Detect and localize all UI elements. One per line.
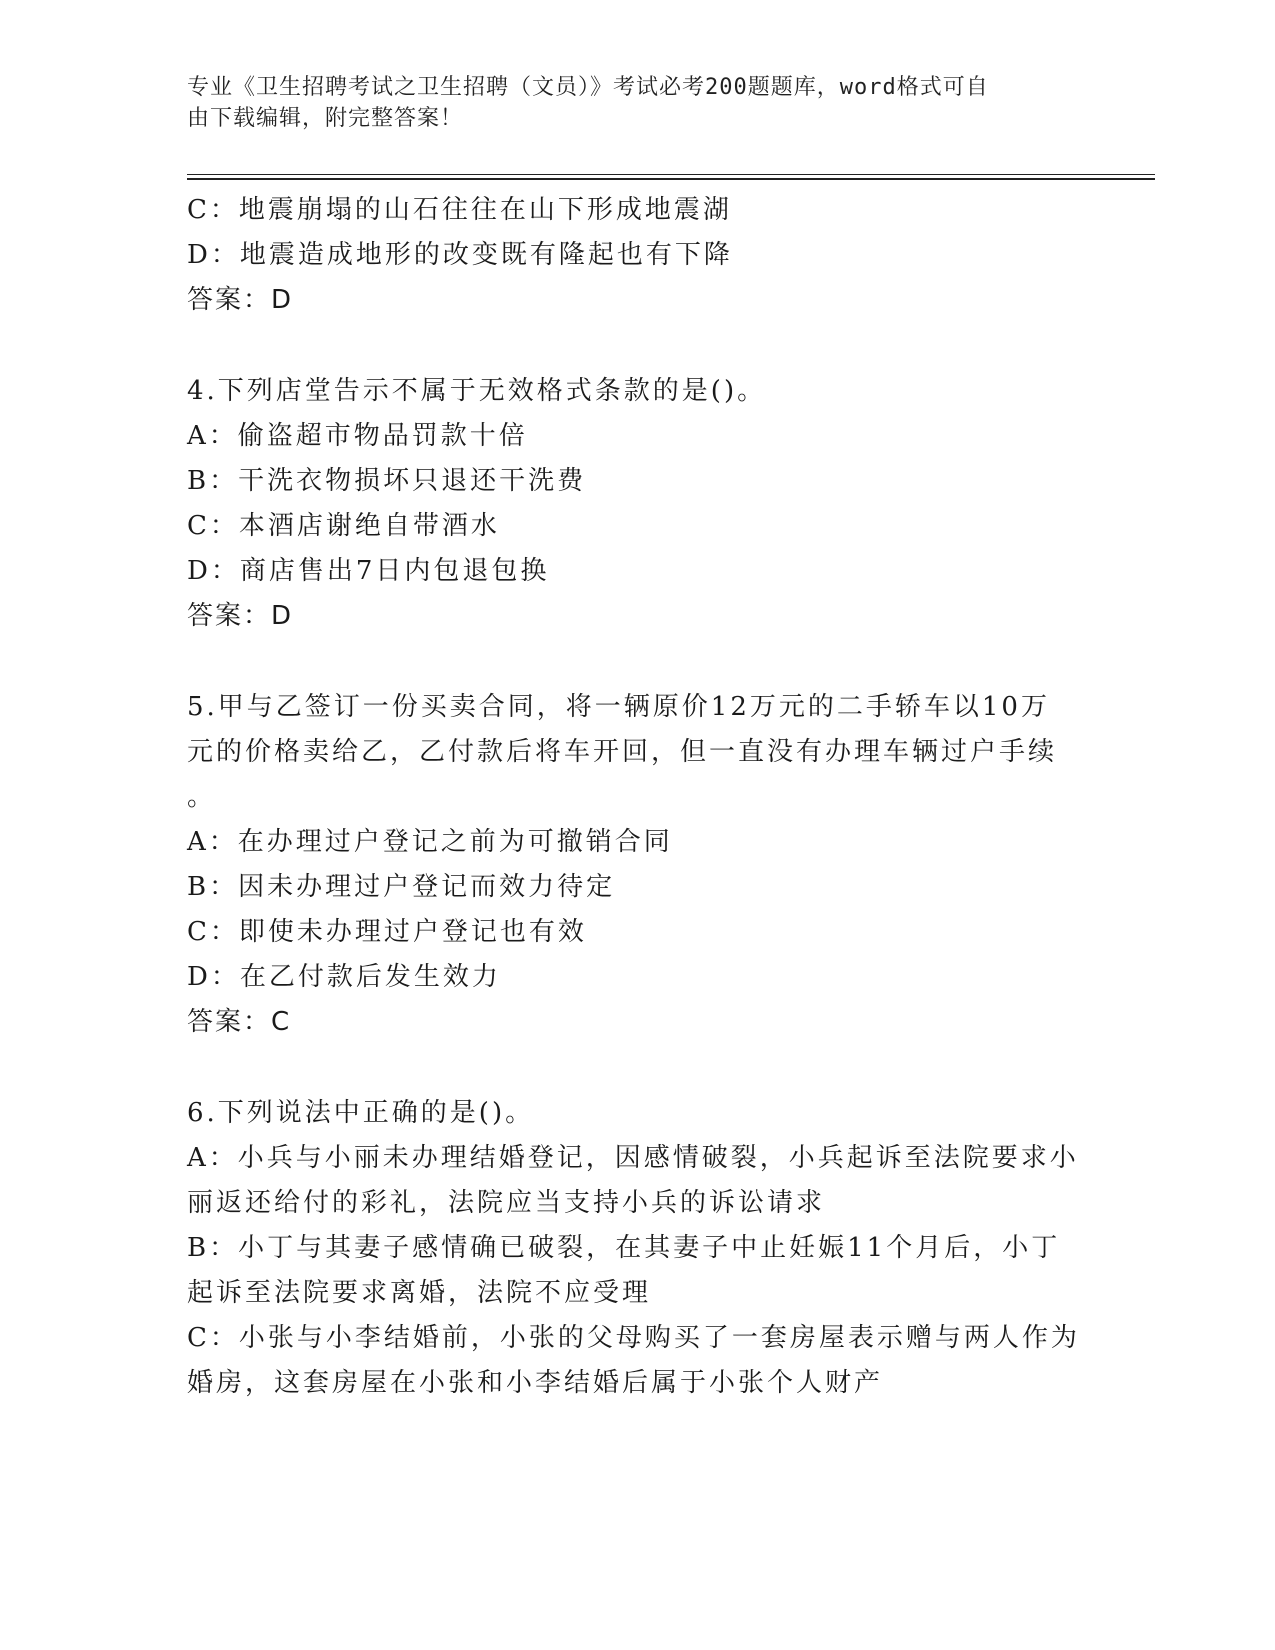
question-4-block <box>187 369 1087 639</box>
q4-option-c: C：本酒店谢绝自带酒水 <box>187 511 500 541</box>
q3-answer: 答案：D <box>187 285 294 315</box>
q5-option-c: C：即使未办理过户登记也有效 <box>187 917 587 947</box>
document-header <box>187 72 1067 134</box>
question-3-block <box>187 188 1087 323</box>
q4-option-a: A：偷盗超市物品罚款十倍 <box>187 421 528 451</box>
question-5-block <box>187 685 1087 1045</box>
q5-question-line-3: 。 <box>187 782 217 812</box>
spacer <box>187 323 1087 369</box>
q6-option-a-line-1: A：小兵与小丽未办理结婚登记，因感情破裂，小兵起诉至法院要求小 <box>187 1143 1079 1173</box>
header-divider-thin <box>187 174 1155 175</box>
q3-option-c: C：地震崩塌的山石往往在山下形成地震湖 <box>187 195 732 225</box>
q5-question-line-1: 5.甲与乙签订一份买卖合同，将一辆原价12万元的二手轿车以10万 <box>187 692 1050 722</box>
q4-option-d: D：商店售出7日内包退包换 <box>187 556 550 586</box>
spacer <box>187 639 1087 685</box>
question-6-block <box>187 1091 1087 1406</box>
q5-option-a: A：在办理过户登记之前为可撤销合同 <box>187 827 673 857</box>
q3-option-d: D：地震造成地形的改变既有隆起也有下降 <box>187 240 733 270</box>
q4-option-b: B：干洗衣物损坏只退还干洗费 <box>187 466 587 496</box>
header-line-1: 专业《卫生招聘考试之卫生招聘（文员）》考试必考200题题库，word格式可自 <box>187 75 989 100</box>
q5-answer: 答案：C <box>187 1007 292 1037</box>
document-body <box>187 188 1087 1406</box>
q6-option-c-line-2: 婚房，这套房屋在小张和小李结婚后属于小张个人财产 <box>187 1368 884 1398</box>
q4-answer: 答案：D <box>187 601 294 631</box>
q5-option-b: B：因未办理过户登记而效力待定 <box>187 872 616 902</box>
q5-option-d: D：在乙付款后发生效力 <box>187 962 501 992</box>
header-line-2: 由下载编辑，附完整答案！ <box>187 106 464 131</box>
q6-question: 6.下列说法中正确的是()。 <box>187 1098 535 1128</box>
spacer <box>187 1045 1087 1091</box>
q6-option-b-line-1: B：小丁与其妻子感情确已破裂，在其妻子中止妊娠11个月后，小丁 <box>187 1233 1061 1263</box>
q5-question-line-2: 元的价格卖给乙，乙付款后将车开回，但一直没有办理车辆过户手续 <box>187 737 1058 767</box>
q4-question: 4.下列店堂告示不属于无效格式条款的是()。 <box>187 376 767 406</box>
q6-option-c-line-1: C：小张与小李结婚前，小张的父母购买了一套房屋表示赠与两人作为 <box>187 1323 1080 1353</box>
header-divider-thick <box>187 178 1155 180</box>
q6-option-b-line-2: 起诉至法院要求离婚，法院不应受理 <box>187 1278 652 1308</box>
q6-option-a-line-2: 丽返还给付的彩礼，法院应当支持小兵的诉讼请求 <box>187 1188 826 1218</box>
